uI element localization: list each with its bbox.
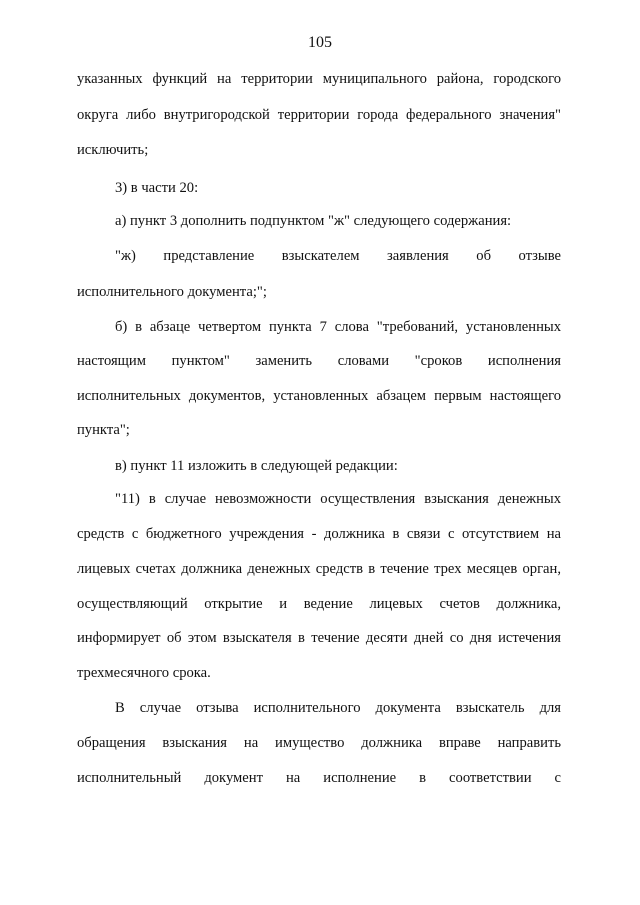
text-line: настоящим пунктом" заменить словами "сроков исполнения [77,353,561,369]
text-line: пункта"; [77,422,130,438]
text-line: трехмесячного срока. [77,665,211,681]
text-line: обращения взыскания на имущество должника вправе направить [77,735,561,751]
text-line: лицевых счетах должника денежных средств в течение трех месяцев орган, [77,561,561,577]
text-line: "11) в случае невозможности осуществления взыскания денежных [115,491,561,507]
text-line: исполнительный документ на исполнение в соответствии с [77,770,561,786]
text-line: информирует об этом взыскателя в течение десяти дней со дня истечения [77,630,561,646]
text-line: в) пункт 11 изложить в следующей редакции: [115,458,398,474]
text-line: "ж) представление взыскателем заявления об отзыве [115,248,561,264]
text-line: а) пункт 3 дополнить подпунктом "ж" следующего содержания: [115,213,512,229]
text-line: исполнительных документов, установленных абзацем первым настоящего [77,388,561,404]
text-line: б) в абзаце четвертом пункта 7 слова "требований, установленных [115,319,561,335]
text-line: округа либо внутригородской территории города федерального значения" [77,107,561,123]
text-line: исполнительного документа;"; [77,284,267,300]
text-line: указанных функций на территории муниципального района, городского [77,71,561,87]
text-line: исключить; [77,142,149,158]
page-number: 105 [308,34,332,51]
text-line: средств с бюджетного учреждения - должника в связи с отсутствием на [77,526,561,542]
text-line: осуществляющий открытие и ведение лицевых счетов должника, [77,596,561,612]
text-line: 3) в части 20: [115,180,199,196]
text-line: В случае отзыва исполнительного документа взыскатель для [115,700,561,716]
